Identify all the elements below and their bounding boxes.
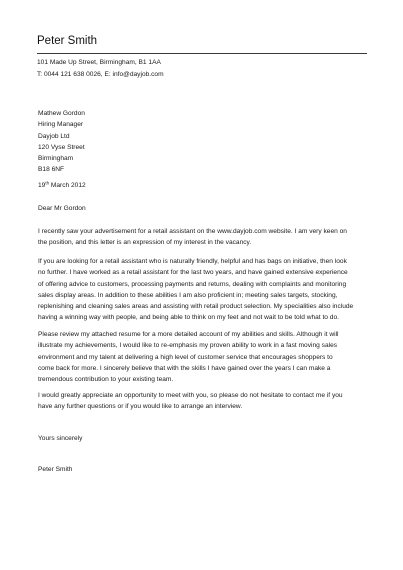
recipient-postcode: B18 6NF (38, 166, 65, 174)
date-day: 19 (38, 182, 46, 189)
paragraph-line: no further. I have worked as a retail assistant for the last two years, and have gained extensive experience (38, 269, 348, 277)
sender-name: Peter Smith (37, 35, 98, 47)
paragraph-3 (38, 329, 370, 385)
paragraph-line: have any further questions or if you would like to arrange an interview. (38, 403, 243, 411)
paragraph-line: environment and my talent at delivering a high level of customer service that encourages shoppers to (38, 353, 333, 361)
paragraph-1 (38, 226, 370, 249)
date-suffix: th (45, 180, 50, 186)
recipient-city: Birmingham (38, 155, 74, 163)
closing: Yours sincerely (38, 435, 83, 442)
paragraph-4 (38, 390, 370, 413)
signature-name: Peter Smith (38, 466, 73, 473)
paragraph-line: I would greatly appreciate an opportunity to meet with you, so please do not hesitate to contact me if you (38, 392, 343, 399)
paragraph-line: come back for more. I sincerely believe that with the skills I have gained over the years I can make a (38, 364, 331, 372)
paragraph-line: of offering advice to customers, processing payments and returns, dealing with complaints and monitoring (38, 280, 347, 288)
paragraph-line: the position, and this letter is an expression of my interest in the vacancy. (38, 239, 252, 247)
paragraph-line: If you are looking for a retail assistant who is naturally friendly, helpful and has bags on initiative, then look (38, 258, 347, 265)
sender-address: 101 Made Up Street, Birmingham, B1 1AA (37, 59, 161, 66)
header-divider (37, 53, 367, 54)
paragraph-line: illustrate my achievements, I would like to re-emphasis my proven ability to work in a fast moving sales (38, 342, 338, 350)
paragraph-line: sales display areas. In addition to these abilities I am also proficient in; meeting sales targets, stocking, (38, 291, 338, 299)
salutation: Dear Mr Gordon (38, 205, 86, 212)
sender-phone-email: T: 0044 121 638 0026, E: info@dayjob.com (37, 70, 164, 78)
paragraph-line: replenishing and cleaning sales areas and assisting with retail product selection. My specialities also include (38, 303, 354, 311)
recipient-title: Hiring Manager (38, 121, 84, 129)
paragraph-line: I recently saw your advertisement for a retail assistant on the www.dayjob.com website. I am very keen on (38, 228, 347, 235)
date-rest: March 2012 (49, 182, 86, 189)
paragraph-line: having a winning way with people, and being able to think on my feet and not wait to be told what to do. (38, 314, 339, 322)
sender-contact (37, 57, 164, 80)
recipient-company: Dayjob Ltd (38, 132, 70, 140)
paragraph-line: Please review my attached resume for a more detailed account of my abilities and skills. Although it will (38, 331, 339, 338)
recipient-name: Mathew Gordon (38, 110, 85, 117)
paragraph-2 (38, 256, 370, 324)
letter-date (38, 180, 370, 191)
recipient-block (38, 108, 370, 176)
recipient-street: 120 Vyse Street (38, 143, 85, 151)
paragraph-line: tremendous contribution to your existing team. (38, 376, 174, 384)
